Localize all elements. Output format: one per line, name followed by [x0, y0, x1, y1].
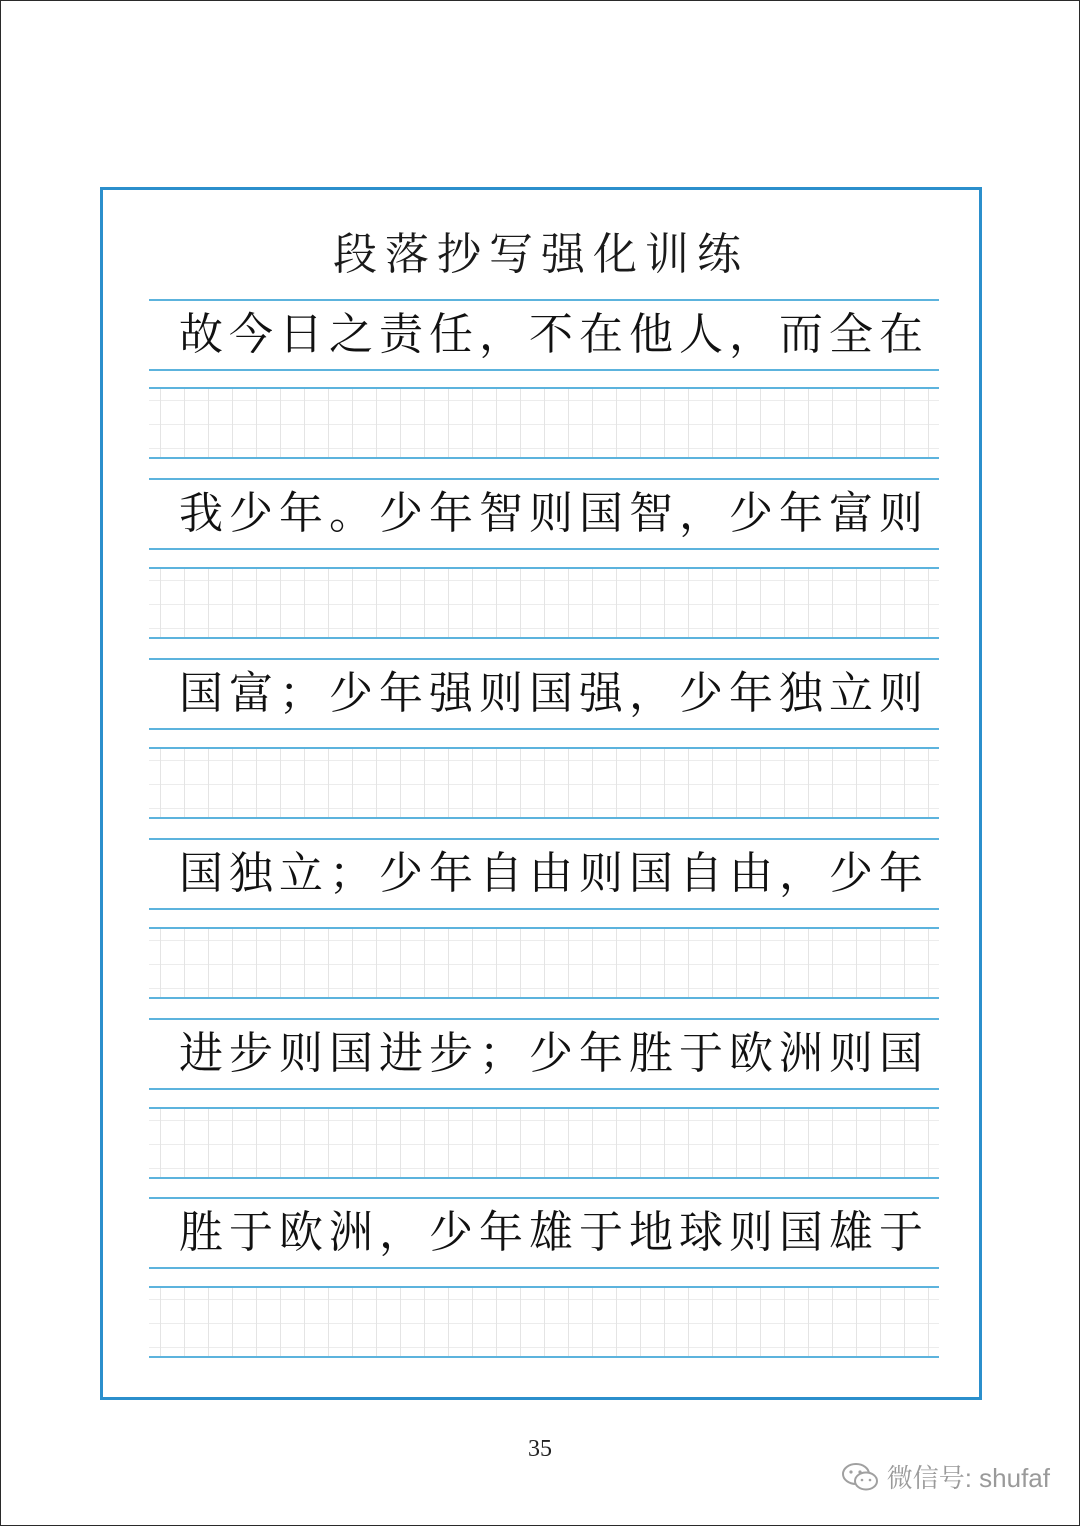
writing-band-2[interactable] [149, 567, 939, 639]
watermark [841, 1458, 1050, 1495]
text-band-5 [149, 1018, 939, 1090]
wechat-icon [841, 1461, 879, 1493]
practice-frame [100, 187, 982, 1400]
text-band-1 [149, 299, 939, 371]
writing-band-1[interactable] [149, 387, 939, 459]
text-line-2: 我少年。少年智则国智，少年富则 [179, 488, 929, 539]
writing-band-3[interactable] [149, 747, 939, 819]
text-band-3 [149, 658, 939, 730]
page-title: 段落抄写强化训练 [333, 229, 749, 280]
text-band-2 [149, 478, 939, 550]
text-line-4: 国独立；少年自由则国自由，少年 [179, 848, 929, 899]
page-number: 35 [528, 1436, 552, 1462]
writing-band-6[interactable] [149, 1286, 939, 1358]
writing-band-5[interactable] [149, 1107, 939, 1179]
text-line-1: 故今日之责任，不在他人，而全在 [179, 309, 929, 360]
text-line-3: 国富；少年强则国强，少年独立则 [179, 668, 929, 719]
text-band-4 [149, 838, 939, 910]
text-band-6 [149, 1197, 939, 1269]
text-line-6: 胜于欧洲，少年雄于地球则国雄于 [179, 1207, 929, 1258]
text-line-5: 进步则国进步；少年胜于欧洲则国 [179, 1028, 929, 1079]
watermark-label: 微信号: shufaf [886, 1463, 1050, 1493]
writing-band-4[interactable] [149, 927, 939, 999]
